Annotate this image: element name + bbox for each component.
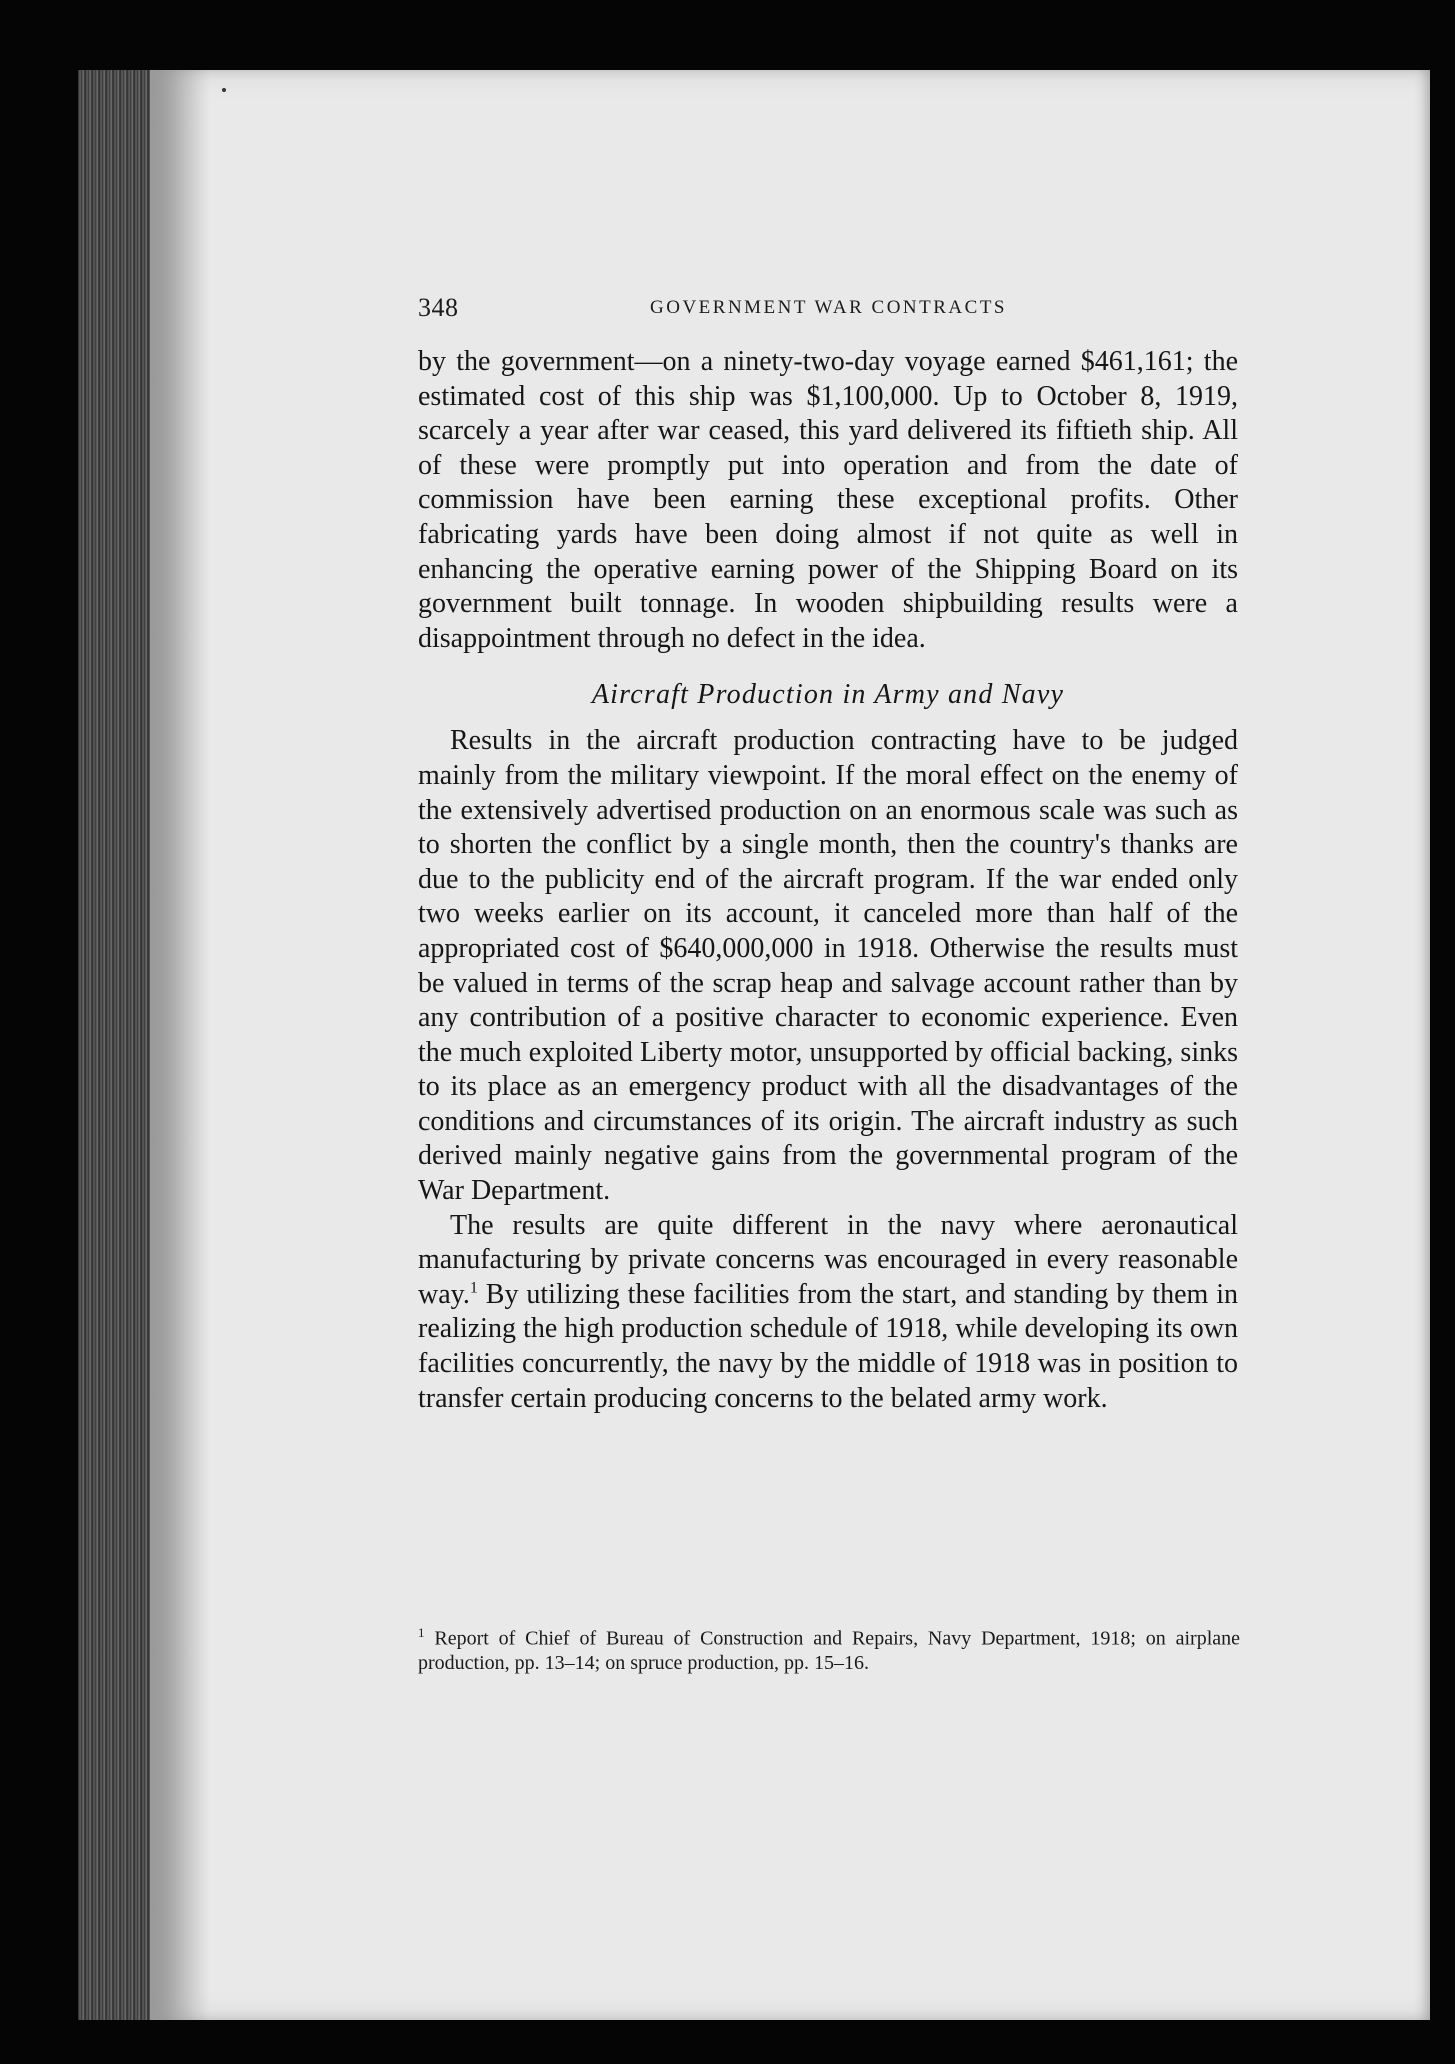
footnote-reference: 1	[469, 1279, 478, 1297]
running-head-title: GOVERNMENT WAR CONTRACTS	[650, 297, 1007, 318]
body-text	[418, 345, 1238, 1416]
paragraph-aircraft-navy	[418, 1209, 1238, 1417]
footnote	[418, 1621, 1240, 1675]
gutter-shadow	[150, 70, 210, 2020]
paragraph-navy-end: By utilizing these facilities from the start, and standing by them in realizing the high production schedule of 1918, while developing its own facilities concurrently, the navy by the middle of 1918 was in position to transfer certain producing concerns to the belated army work.	[418, 1278, 1238, 1414]
paragraph-navy-start: The results are quite different in the navy where aeronautical manufacturing by private concerns was encouraged in every reasonable way.	[418, 1209, 1238, 1310]
margin-speck	[222, 88, 226, 92]
footnote-text: Report of Chief of Bureau of Construction and Repairs, Navy Department, 1918; on airplane production, pp. 13–14; on spruce production, pp. 15–16.	[418, 1627, 1241, 1674]
paragraph-shipbuilding: by the government—on a ninety-two-day voyage earned $461,161; the estimated cost of this ship was $1,100,000. Up to October 8, 1919, scarcely a year after war ceased, this yard delivered its fiftieth ship. All of these were promptly put into operation and from the date of commission have been earning these exceptional profits. Other fabricating yards have been doing almost if not quite as well in enhancing the operative earning power of the Shipping Board on its government built tonnage. In wooden shipbuilding results were a disappointment through no defect in the idea.	[418, 346, 1238, 654]
running-head	[418, 293, 1418, 329]
page-number: 348	[418, 293, 459, 322]
section-heading: Aircraft Production in Army and Navy	[591, 679, 1065, 711]
footnote-marker: 1	[418, 1625, 425, 1640]
paragraph-aircraft-army: Results in the aircraft production contracting have to be judged mainly from the military viewpoint. If the moral effect on the enemy of the extensively advertised production on an enormous scale was such as to shorten the conflict by a single month, then the country's thanks are due to the publicity end of the aircraft program. If the war ended only two weeks earlier on its account, it canceled more than half of the appropriated cost of $640,000,000 in 1918. Otherwise the results must be valued in terms of the scrap heap and salvage account rather than by any contribution of a positive character to economic experience. Even the much exploited Liberty motor, unsupported by official backing, sinks to its place as an emergency product with all the disadvantages of the conditions and circumstances of its origin. The aircraft industry as such derived mainly negative gains from the governmental program of the War Department.	[418, 725, 1238, 1207]
